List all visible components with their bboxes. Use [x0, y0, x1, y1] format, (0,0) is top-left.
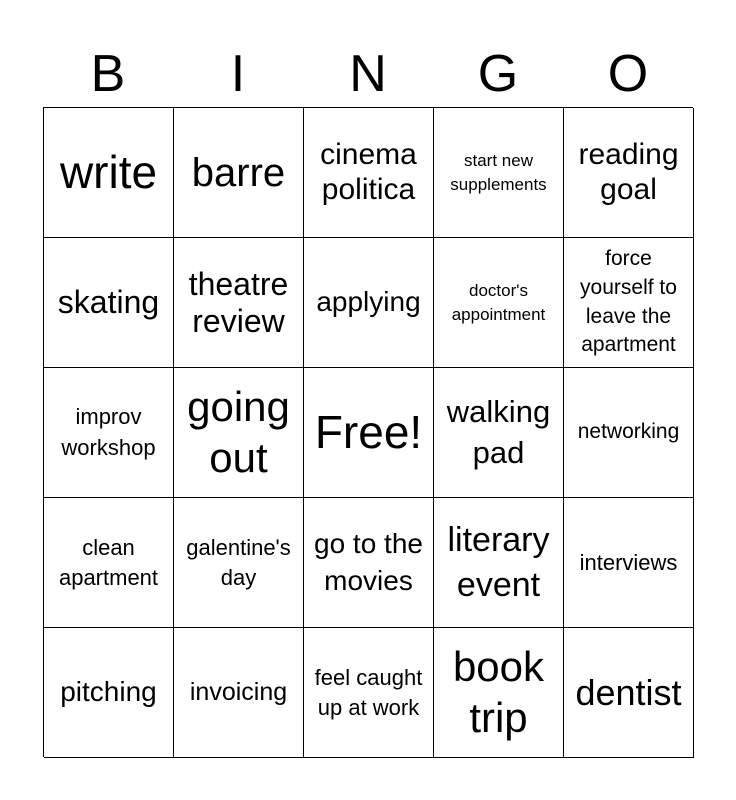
bingo-cell[interactable]: [564, 628, 694, 758]
bingo-cell[interactable]: [304, 238, 434, 368]
cell-text: dentist: [575, 671, 682, 713]
cell-text: applying: [316, 286, 421, 318]
bingo-cell[interactable]: [174, 498, 304, 628]
header-letter-o: O: [607, 45, 649, 103]
cell-text: write: [59, 146, 158, 199]
header-letter-g: G: [477, 45, 519, 103]
header-letter-n: N: [349, 45, 387, 103]
cell-text: book trip: [452, 643, 545, 741]
cell-text: networking: [577, 420, 680, 444]
cell-text: go to the movies: [314, 528, 423, 596]
bingo-cell[interactable]: [434, 368, 564, 498]
bingo-board: [43, 107, 693, 757]
cell-text: feel caught up at work: [314, 664, 423, 720]
bingo-cell[interactable]: [174, 628, 304, 758]
bingo-cell[interactable]: [434, 628, 564, 758]
bingo-header: [43, 40, 693, 108]
bingo-cell[interactable]: [564, 108, 694, 238]
cell-text: literary event: [447, 521, 550, 604]
bingo-cell[interactable]: [564, 498, 694, 628]
cell-text: improv workshop: [61, 403, 156, 460]
bingo-cell[interactable]: [304, 368, 434, 498]
cell-text: doctor's appointment: [451, 280, 546, 324]
bingo-cell[interactable]: [44, 498, 174, 628]
bingo-cell[interactable]: [304, 108, 434, 238]
cell-text: cinema politica: [320, 138, 417, 206]
cell-text: barre: [191, 150, 286, 195]
bingo-cell[interactable]: [304, 498, 434, 628]
cell-text: start new supplements: [450, 150, 547, 194]
bingo-cell[interactable]: [174, 108, 304, 238]
cell-text: going out: [187, 383, 290, 481]
bingo-cell[interactable]: [304, 628, 434, 758]
cell-text: interviews: [579, 549, 678, 575]
header-letter-i: I: [230, 45, 246, 103]
header-letter-b: B: [90, 45, 126, 103]
bingo-cell[interactable]: [434, 498, 564, 628]
bingo-cell[interactable]: [44, 108, 174, 238]
cell-text: clean apartment: [58, 534, 159, 590]
cell-text: force yourself to leave the apartment: [580, 247, 677, 357]
free-space: Free!: [314, 406, 423, 459]
bingo-cell[interactable]: [44, 238, 174, 368]
cell-text: pitching: [60, 676, 157, 708]
cell-text: walking pad: [446, 394, 551, 470]
bingo-cell[interactable]: [564, 368, 694, 498]
bingo-cell[interactable]: [564, 238, 694, 368]
bingo-cell[interactable]: [44, 368, 174, 498]
cell-text: theatre review: [188, 265, 289, 339]
cell-text: skating: [57, 284, 160, 321]
cell-text: reading goal: [578, 138, 679, 206]
cell-text: invoicing: [189, 678, 288, 707]
bingo-cell[interactable]: [174, 238, 304, 368]
bingo-cell[interactable]: [174, 368, 304, 498]
cell-text: galentine's day: [186, 534, 291, 590]
bingo-cell[interactable]: [434, 238, 564, 368]
bingo-cell[interactable]: [434, 108, 564, 238]
bingo-cell[interactable]: [44, 628, 174, 758]
